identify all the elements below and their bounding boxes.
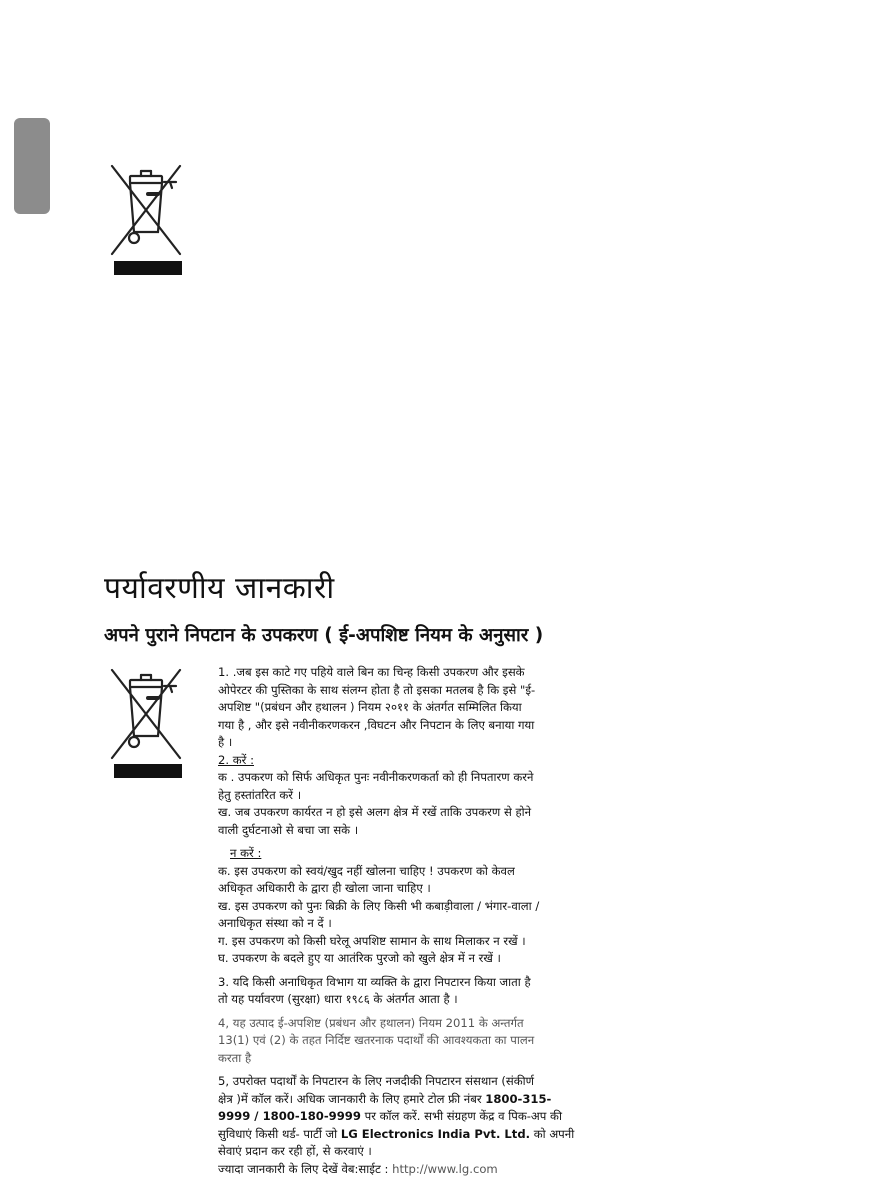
text-line: 3. यदि किसी अनाधिकृत विभाग या व्यक्ति के द्वारा निपटारन किया जाता है xyxy=(218,974,531,989)
crossed-out-wheelie-bin-icon xyxy=(108,160,184,260)
text-line: 13(1) एवं (2) के तहत निर्दिष्ट खतरनाक पदार्थों की आवश्यकता का पालन xyxy=(218,1033,535,1047)
section-heading xyxy=(218,752,658,770)
text-line: 5, उपरोक्त पदार्थों के निपटारन के लिए नजदीकी निपटारन संसथान (संकीर्ण xyxy=(218,1074,535,1088)
text-line: क . उपकरण को सिर्फ अधिकृत पुनः नवीनीकरणकर्ता को ही निपतारण करने xyxy=(218,770,534,784)
crossed-out-wheelie-bin-icon xyxy=(108,664,184,764)
text-line: अधिकृत अधिकारी के द्वारा ही खोला जाना चाहिए । xyxy=(218,881,431,895)
point-2 xyxy=(218,752,658,840)
section-heading xyxy=(218,845,658,863)
toll-free-number: 9999 / 1800-180-9999 xyxy=(218,1109,361,1123)
text-line: हेतु हस्तांतरित करें । xyxy=(218,787,302,802)
text-segment: क्षेत्र )में कॉल करें। अधिक जानकारी के लिए हमारे टोल फ्री नंबर xyxy=(218,1091,486,1106)
heading-text: न करें : xyxy=(230,846,262,860)
page-title: पर्यावरणीय जानकारी xyxy=(104,571,335,606)
text-line: करता है xyxy=(218,1050,252,1065)
text-line xyxy=(218,1126,658,1144)
content-body xyxy=(218,664,658,1178)
text-line: ख. इस उपकरण को पुनः बिक्री के लिए किसी भी कबाड़ीवाला / भंगार-वाला / xyxy=(218,898,540,913)
text-line: सेवाएं प्रदान कर रही हों, से करवाएं । xyxy=(218,1144,372,1158)
point-5 xyxy=(218,1015,658,1068)
text-line: तो यह पर्यावरण (सुरक्षा) धारा १९८६ के अंतर्गत आता है । xyxy=(218,992,458,1006)
point-6 xyxy=(218,1073,658,1178)
black-bar xyxy=(114,261,182,275)
text-line: अनाधिकृत संस्था को न दें । xyxy=(218,916,332,930)
text-line: ओपेरटर की पुस्तिका के साथ संलग्न होता है तो इसका मतलब है कि इसे "ई- xyxy=(218,682,536,697)
black-bar xyxy=(114,764,182,778)
text-segment: सुविधाएं किसी थर्ड- पार्टी जो xyxy=(218,1126,341,1141)
text-line: है । xyxy=(218,735,233,749)
side-tab xyxy=(14,118,50,214)
text-line xyxy=(218,1091,658,1109)
point-3 xyxy=(218,845,658,968)
toll-free-number: 1800-315- xyxy=(485,1091,552,1106)
text-line: ख. जब उपकरण कार्यरत न हो इसे अलग क्षेत्र में रखें ताकि उपकरण से होने xyxy=(218,805,532,819)
text-line: अपशिष्ट "(प्रबंधन और हथालन ) नियम २०११ के अंतर्गत सम्मिलित किया xyxy=(218,700,522,714)
website-link[interactable]: http://www.lg.com xyxy=(392,1161,498,1176)
text-segment: पर कॉल करें. सभी संग्रहण केंद्र व पिक-अप की xyxy=(360,1109,562,1123)
company-name: LG Electronics India Pvt. Ltd. xyxy=(340,1126,531,1141)
text-line: गया है , और इसे नवीनीकरणकरन ,विघटन और निपटान के लिए बनाया गया xyxy=(218,717,535,732)
point-1 xyxy=(218,664,658,752)
text-line xyxy=(218,1161,658,1179)
text-line: 1. .जब इस काटे गए पहिये वाले बिन का चिन्ह किसी उपकरण और इसके xyxy=(218,665,525,679)
text-line xyxy=(218,1108,658,1126)
text-line: वाली दुर्घटनाओ से बचा जा सके । xyxy=(218,822,359,837)
text-line: घ. उपकरण के बदले हुए या आतंरिक पुरजो को खुले क्षेत्र में न रखें । xyxy=(218,951,501,965)
text-line: क. इस उपकरण को स्वयं/खुद नहीं खोलना चाहिए ! उपकरण को केवल xyxy=(218,863,515,878)
page-subtitle: अपने पुराने निपटान के उपकरण ( ई-अपशिष्ट नियम के अनुसार ) xyxy=(104,625,544,646)
heading-text: 2. करें : xyxy=(218,752,254,767)
point-4 xyxy=(218,974,658,1009)
text-segment: को अपनी xyxy=(530,1126,575,1141)
text-line: ग. इस उपकरण को किसी घरेलू अपशिष्ट सामान के साथ मिलाकर न रखें । xyxy=(218,933,526,948)
text-segment: ज्यादा जानकारी के लिए देखें वेब:साईट : xyxy=(218,1161,393,1176)
text-line: 4, यह उत्पाद ई-अपशिष्ट (प्रबंधन और हथालन) नियम 2011 के अन्तर्गत xyxy=(218,1015,524,1030)
